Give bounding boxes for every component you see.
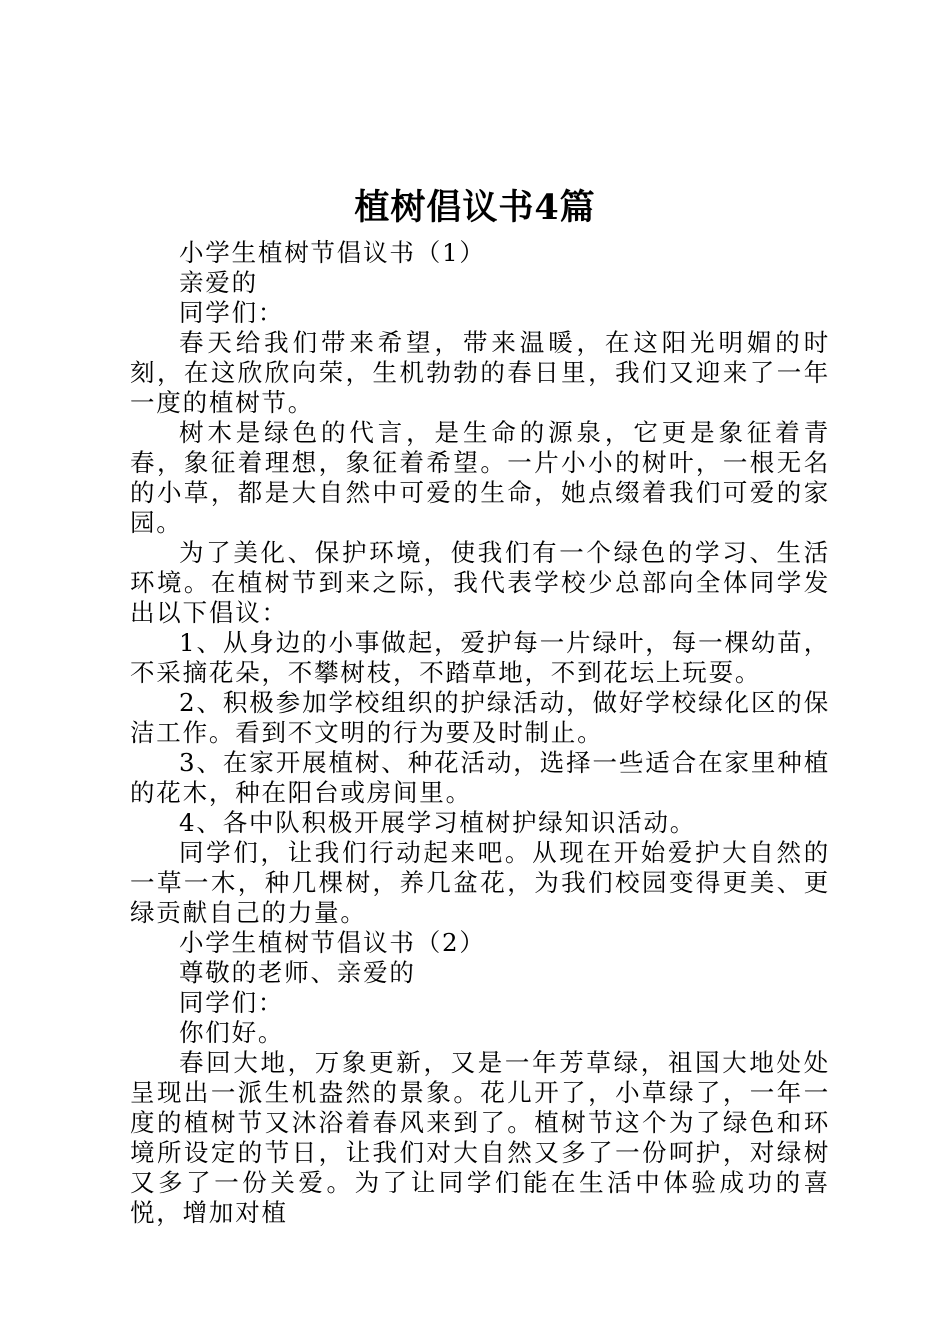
salutation-line: 亲爱的 [179,268,258,297]
document-title: 植树倡议书4篇 [354,187,596,228]
salutation-line: 同学们： [179,298,285,327]
section-heading-2: 小学生植树节倡议书（2） [179,928,486,957]
list-item: 1、从身边的小事做起，爱护每一片绿叶，每一棵幼苗，不采摘花朵，不攀树枝，不踏草地，不到花坛上玩耍。 [130,628,830,687]
list-item: 2、积极参加学校组织的护绿活动，做好学校绿化区的保洁工作。看到不文明的行为要及时制止。 [130,688,830,747]
document-body [130,238,830,1228]
salutation-line: 尊敬的老师、亲爱的 [179,958,416,987]
body-paragraph: 为了美化、保护环境，使我们有一个绿色的学习、生活环境。在植树节到来之际，我代表学校少总部向全体同学发出以下倡议： [130,538,830,627]
body-paragraph: 同学们，让我们行动起来吧。从现在开始爱护大自然的一草一木，种几棵树，养几盆花，为我们校园变得更美、更绿贡献自己的力量。 [130,838,830,927]
salutation-line: 同学们： [179,988,285,1017]
body-paragraph: 树木是绿色的代言，是生命的源泉，它更是象征着青春，象征着理想，象征着希望。一片小小的树叶，一根无名的小草，都是大自然中可爱的生命，她点缀着我们可爱的家园。 [130,418,830,537]
section-heading-1: 小学生植树节倡议书（1） [179,238,486,267]
body-paragraph: 春回大地，万象更新，又是一年芳草绿，祖国大地处处呈现出一派生机盎然的景象。花儿开了，小草绿了，一年一度的植树节又沐浴着春风来到了。植树节这个为了绿色和环境所设定的节日，让我们对大自然又多了一份呵护，对绿树又多了一份关爱。为了让同学们能在生活中体验成功的喜悦，增加对植 [130,1048,830,1227]
list-item: 3、在家开展植树、种花活动，选择一些适合在家里种植的花木，种在阳台或房间里。 [130,748,830,807]
list-item: 4、各中队积极开展学习植树护绿知识活动。 [179,808,697,837]
greeting-line: 你们好。 [179,1018,285,1047]
body-paragraph: 春天给我们带来希望，带来温暖，在这阳光明媚的时刻，在这欣欣向荣，生机勃勃的春日里，我们又迎来了一年一度的植树节。 [130,328,830,417]
